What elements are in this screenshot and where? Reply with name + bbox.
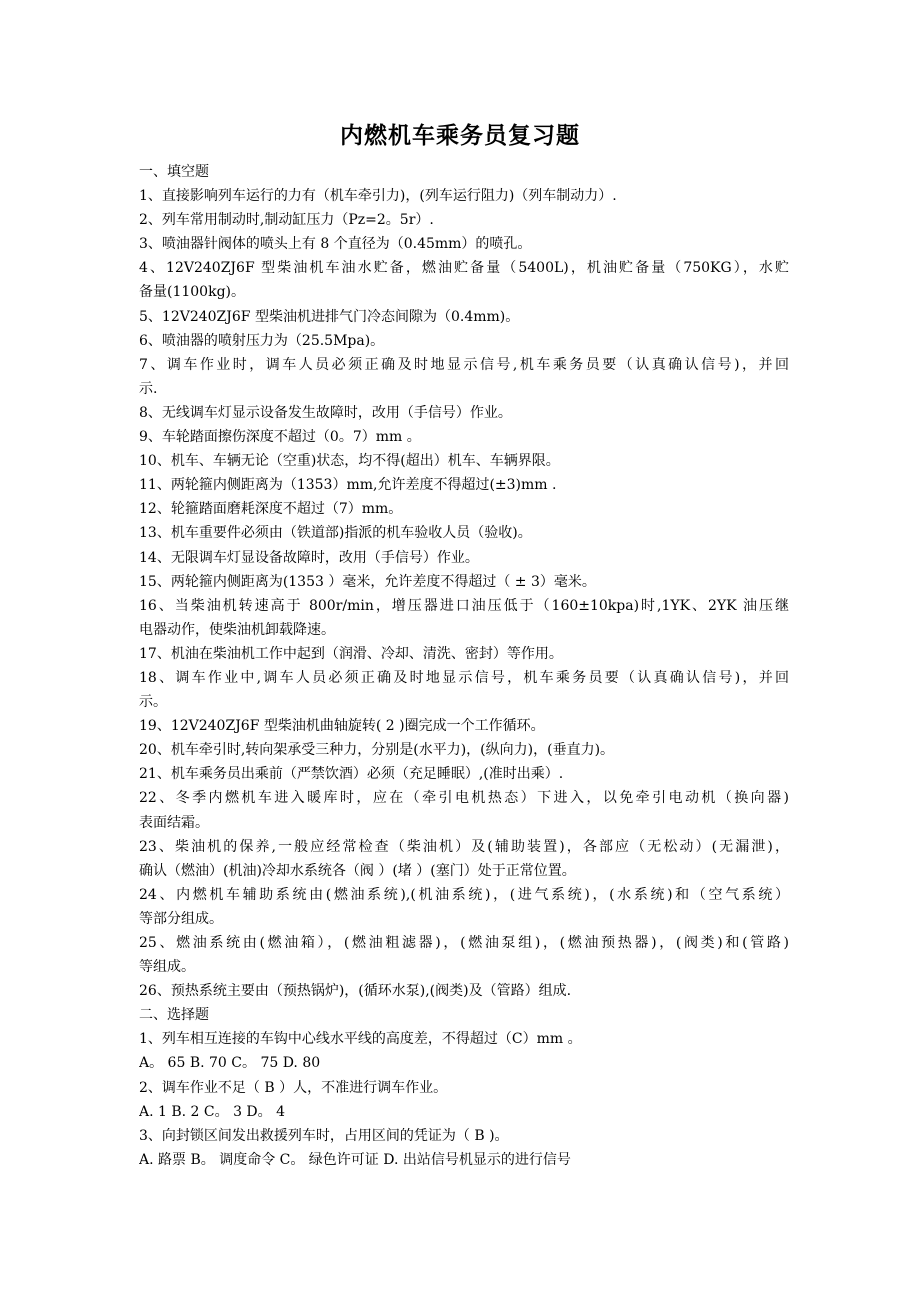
text-line: 3、喷油器针阀体的喷头上有 8 个直径为（0.45mm）的喷孔。 xyxy=(139,236,532,253)
text-line: 19、12V240ZJ6F 型柴油机曲轴旋转( 2 )圈完成一个工作循环。 xyxy=(139,718,545,735)
text-line: 等部分组成。 xyxy=(139,910,223,927)
text-line: 24、内燃机车辅助系统由(燃油系统),(机油系统)，(进气系统)，(水系统)和（空气系统） xyxy=(139,886,789,903)
text-line: 4、12V240ZJ6F 型柴油机车油水贮备，燃油贮备量（5400L)，机油贮备量（750KG），水贮 xyxy=(139,260,789,277)
text-line: 表面结霜。 xyxy=(139,814,209,831)
text-line: 17、机油在柴油机工作中起到（润滑、冷却、清洗、密封）等作用。 xyxy=(139,645,563,662)
text-line: 示。 xyxy=(139,694,167,711)
text-line: 示. xyxy=(139,380,158,397)
text-line: 备量(1100kg)。 xyxy=(139,284,245,301)
text-line: 2、调车作业不足（ B ）人，不准进行调车作业。 xyxy=(139,1079,448,1096)
text-line: 22、冬季内燃机车进入暖库时，应在（牵引电机热态）下进入，以免牵引电动机（换向器) xyxy=(139,790,789,807)
document-body xyxy=(139,160,789,1172)
text-line: 14、无限调车灯显设备故障时，改用（手信号）作业。 xyxy=(139,549,479,566)
text-line: 10、机车、车辆无论（空重)状态，均不得(超出）机车、车辆界限。 xyxy=(139,453,560,470)
text-line: 1、直接影响列车运行的力有（机车牵引力)，(列车运行阻力)（列车制动力）. xyxy=(139,188,617,205)
text-line: 16、当柴油机转速高于 800r/min，增压器进口油压低于（160±10kpa)时,1YK、2YK 油压继 xyxy=(139,597,789,614)
text-line: 7、调车作业时，调车人员必须正确及时地显示信号,机车乘务员要（认真确认信号)，并回 xyxy=(139,356,789,373)
text-line: 1、列车相互连接的车钩中心线水平线的高度差，不得超过（C）mm 。 xyxy=(139,1031,582,1048)
text-line: 确认（燃油）(机油)冷却水系统各（阀 ）(堵 ）(塞门）处于正常位置。 xyxy=(139,862,576,879)
text-line: 12、轮箍踏面磨耗深度不超过（7）mm。 xyxy=(139,501,403,518)
text-line: A. 1 B. 2 C。 3 D。 4 xyxy=(139,1103,286,1120)
text-line: 15、两轮箍内侧距离为(1353 ）毫米，允许差度不得超过（ ± 3）毫米。 xyxy=(139,573,596,590)
text-line: 9、车轮踏面擦伤深度不超过（0。7）mm 。 xyxy=(139,429,421,446)
text-line: 13、机车重要件必须由（铁道部)指派的机车验收人员（验收)。 xyxy=(139,525,532,542)
text-line: 3、向封锁区间发出救援列车时，占用区间的凭证为（ B )。 xyxy=(139,1127,509,1144)
text-line: 20、机车牵引时,转向架承受三种力，分别是(水平力)，(纵向力)，(垂直力)。 xyxy=(139,742,615,759)
text-line: 8、无线调车灯显示设备发生故障时，改用（手信号）作业。 xyxy=(139,404,512,421)
text-line: 18、调车作业中,调车人员必须正确及时地显示信号，机车乘务员要（认真确认信号)，并回 xyxy=(139,669,789,686)
text-line: 二、选择题 xyxy=(139,1007,209,1024)
text-line: A. 路票 B。 调度命令 C。 绿色许可证 D. 出站信号机显示的进行信号 xyxy=(139,1151,571,1168)
text-line: 2、列车常用制动时,制动缸压力（Pz=2。5r）. xyxy=(139,212,434,229)
text-line: 25、燃油系统由(燃油箱），(燃油粗滤器)，(燃油泵组)，(燃油预热器)，(阀类)和(管路) xyxy=(139,935,789,951)
text-line: 一、填空题 xyxy=(139,164,209,180)
text-line: 电器动作，使柴油机卸载降速。 xyxy=(139,621,335,638)
text-line: A。 65 B. 70 C。 75 D. 80 xyxy=(139,1055,321,1072)
text-line: 等组成。 xyxy=(139,959,195,976)
text-line: 6、喷油器的喷射压力为（25.5Mpa)。 xyxy=(139,332,385,349)
text-line: 11、两轮箍内侧距离为（1353）mm,允许差度不得超过(±3)mm . xyxy=(139,477,557,494)
text-line: 23、柴油机的保养,一般应经常检查（柴油机）及(辅助装置)，各部应（无松动）(无漏泄)， xyxy=(139,838,789,855)
text-line: 26、预热系统主要由（预热锅炉)，(循环水泵),(阀类)及（管路）组成. xyxy=(139,983,572,1000)
document-title: 内燃机车乘务员复习题 xyxy=(340,123,580,149)
text-line: 21、机车乘务员出乘前（严禁饮酒）必须（充足睡眠）,(准时出乘）. xyxy=(139,766,564,783)
text-line: 5、12V240ZJ6F 型柴油机进排气门冷态间隙为（0.4mm)。 xyxy=(139,308,520,325)
